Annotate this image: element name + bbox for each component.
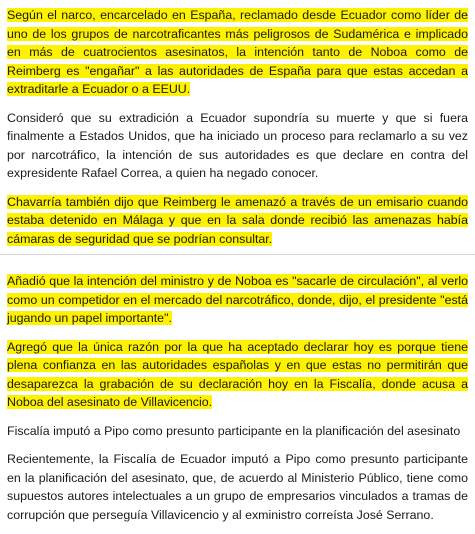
paragraph-7-text: Recientemente, la Fiscalía de Ecuador imputó a Pipo como presunto participante en la planificación del asesinato, que, de acuerdo al Ministerio Público, tiene como supuestos autores intelectuales a un grupo de empresarios vinculados a tramas de corrupción que perseguía Villavicencio y al exministro correísta José Serrano.: [7, 452, 468, 522]
paragraph-2: [7, 109, 468, 183]
paragraph-6: [7, 422, 468, 441]
paragraph-1: [7, 6, 468, 99]
paragraph-2-text: Consideró que su extradición a Ecuador supondría su muerte y que si fuera finalmente a Estados Unidos, que ha iniciado un proceso para reclamarlo a su vez por narcotráfico, la intención de sus autoridades es que declare en contra del expresidente Rafael Correa, a quien ha negado conocer.: [7, 110, 468, 180]
paragraph-5: [7, 338, 468, 412]
page-break-divider: [0, 254, 475, 255]
paragraph-7: [7, 450, 468, 524]
paragraph-4-text: Añadió que la intención del ministro y de Noboa es "sacarle de circulación", al verlo como un competidor en el mercado del narcotráfico, donde, dijo, el presidente "está jugando un papel importante".: [7, 274, 468, 325]
paragraph-1-text: Según el narco, encarcelado en España, reclamado desde Ecuador como líder de uno de los grupos de narcotraficantes más peligrosos de Sudamérica e implicado en más de cuatrocientos asesinatos, la intención tanto de Noboa como de Reimberg es "engañar" a las autoridades de España para que estas accedan a extraditarle a Ecuador o a EEUU.: [7, 8, 468, 96]
paragraph-5-text: Agregó que la única razón por la que ha aceptado declarar hoy es porque tiene plena confianza en las autoridades españolas y en que estas no permitirán que desaparezca la grabación de su declaración hoy en la Fiscalía, donde acusa a Noboa del asesinato de Villavicencio.: [7, 339, 468, 409]
page-gap: [7, 258, 468, 272]
document-body: [7, 6, 468, 534]
paragraph-4: [7, 272, 468, 328]
paragraph-6-text: Fiscalía imputó a Pipo como presunto participante en la planificación del asesinato: [7, 423, 461, 438]
paragraph-3: [7, 193, 468, 249]
paragraph-3-text: Chavarría también dijo que Reimberg le amenazó a través de un emisario cuando estaba detenido en Málaga y que en la sala donde recibió las amenazas había cámaras de seguridad que se podrían consultar.: [7, 194, 468, 246]
